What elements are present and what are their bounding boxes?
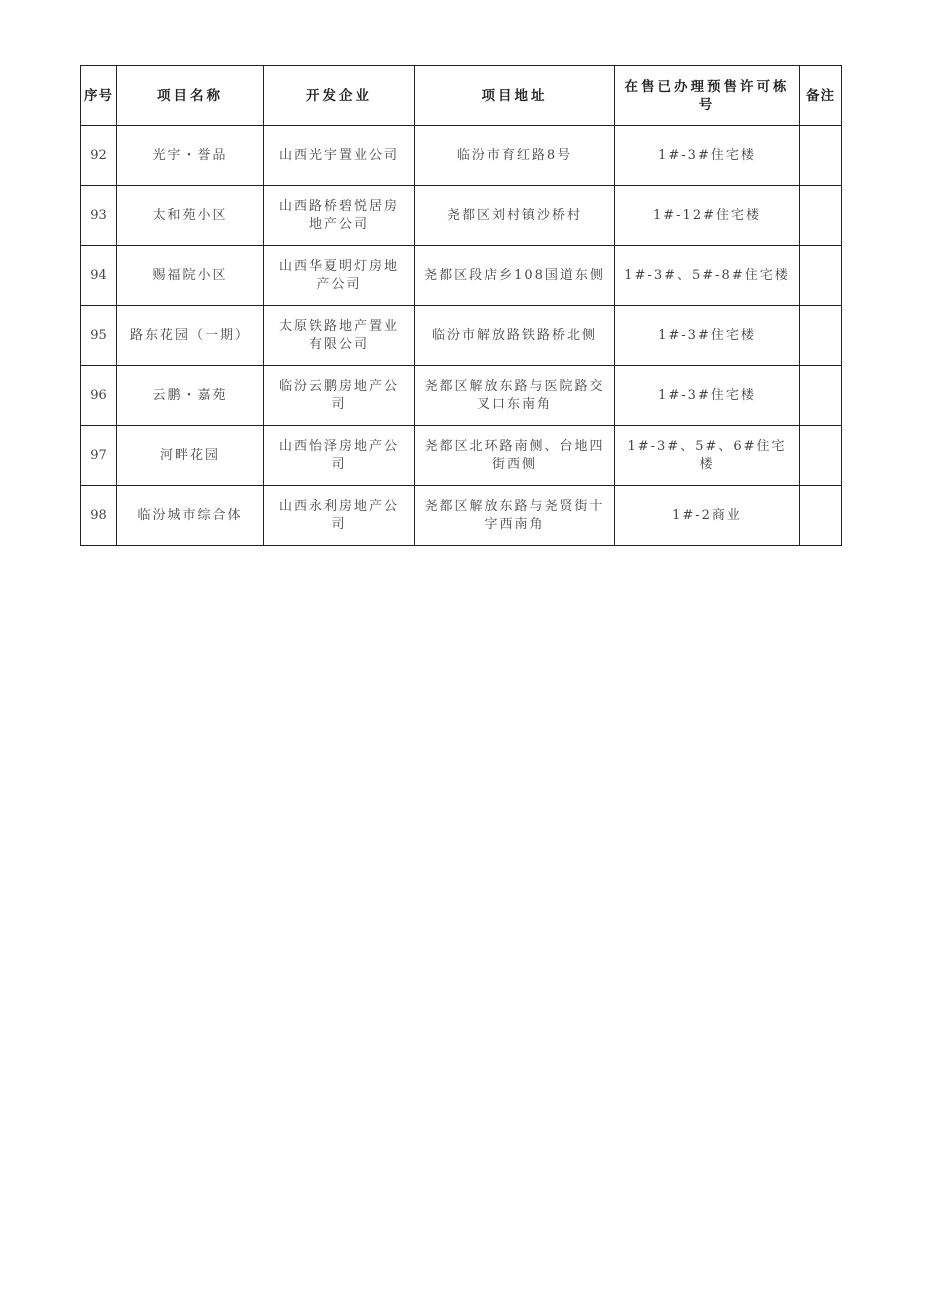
table-row [81, 246, 842, 306]
cell-permit-buildings: 1#-3#住宅楼 [615, 126, 800, 186]
header-developer: 开发企业 [264, 66, 415, 126]
cell-remarks [800, 306, 842, 366]
cell-address: 尧都区段店乡108国道东侧 [415, 246, 615, 306]
header-index: 序号 [81, 66, 117, 126]
table-row [81, 486, 842, 546]
table-row [81, 186, 842, 246]
cell-address: 尧都区解放东路与尧贤街十字西南角 [415, 486, 615, 546]
cell-index: 92 [81, 126, 117, 186]
cell-index: 98 [81, 486, 117, 546]
cell-developer: 山西怡泽房地产公司 [264, 426, 415, 486]
cell-permit-buildings: 1#-3#住宅楼 [615, 306, 800, 366]
cell-index: 97 [81, 426, 117, 486]
cell-developer: 山西路桥碧悦居房地产公司 [264, 186, 415, 246]
header-permit-buildings: 在售已办理预售许可栋号 [615, 66, 800, 126]
cell-permit-buildings: 1#-2商业 [615, 486, 800, 546]
cell-project-name: 太和苑小区 [117, 186, 264, 246]
table-row [81, 426, 842, 486]
cell-index: 93 [81, 186, 117, 246]
header-address: 项目地址 [415, 66, 615, 126]
cell-project-name: 临汾城市综合体 [117, 486, 264, 546]
cell-address: 临汾市解放路铁路桥北侧 [415, 306, 615, 366]
table-row [81, 366, 842, 426]
cell-project-name: 赐福院小区 [117, 246, 264, 306]
cell-remarks [800, 486, 842, 546]
cell-remarks [800, 366, 842, 426]
header-remarks: 备注 [800, 66, 842, 126]
cell-permit-buildings: 1#-3#、5#、6#住宅楼 [615, 426, 800, 486]
cell-project-name: 路东花园（一期） [117, 306, 264, 366]
cell-project-name: 河畔花园 [117, 426, 264, 486]
cell-remarks [800, 186, 842, 246]
cell-index: 96 [81, 366, 117, 426]
table-row [81, 126, 842, 186]
cell-developer: 临汾云鹏房地产公司 [264, 366, 415, 426]
cell-address: 临汾市育红路8号 [415, 126, 615, 186]
cell-address: 尧都区北环路南侧、台地四街西侧 [415, 426, 615, 486]
header-row [81, 66, 842, 126]
cell-permit-buildings: 1#-3#住宅楼 [615, 366, 800, 426]
cell-developer: 太原铁路地产置业有限公司 [264, 306, 415, 366]
cell-project-name: 光宇・誉品 [117, 126, 264, 186]
cell-permit-buildings: 1#-3#、5#-8#住宅楼 [615, 246, 800, 306]
cell-index: 95 [81, 306, 117, 366]
cell-project-name: 云鹏・嘉苑 [117, 366, 264, 426]
cell-remarks [800, 246, 842, 306]
cell-address: 尧都区刘村镇沙桥村 [415, 186, 615, 246]
cell-address: 尧都区解放东路与医院路交叉口东南角 [415, 366, 615, 426]
cell-remarks [800, 126, 842, 186]
header-project-name: 项目名称 [117, 66, 264, 126]
cell-permit-buildings: 1#-12#住宅楼 [615, 186, 800, 246]
cell-developer: 山西华夏明灯房地产公司 [264, 246, 415, 306]
cell-developer: 山西永利房地产公司 [264, 486, 415, 546]
cell-index: 94 [81, 246, 117, 306]
cell-remarks [800, 426, 842, 486]
cell-developer: 山西光宇置业公司 [264, 126, 415, 186]
table-row [81, 306, 842, 366]
presale-permit-table [80, 65, 842, 546]
